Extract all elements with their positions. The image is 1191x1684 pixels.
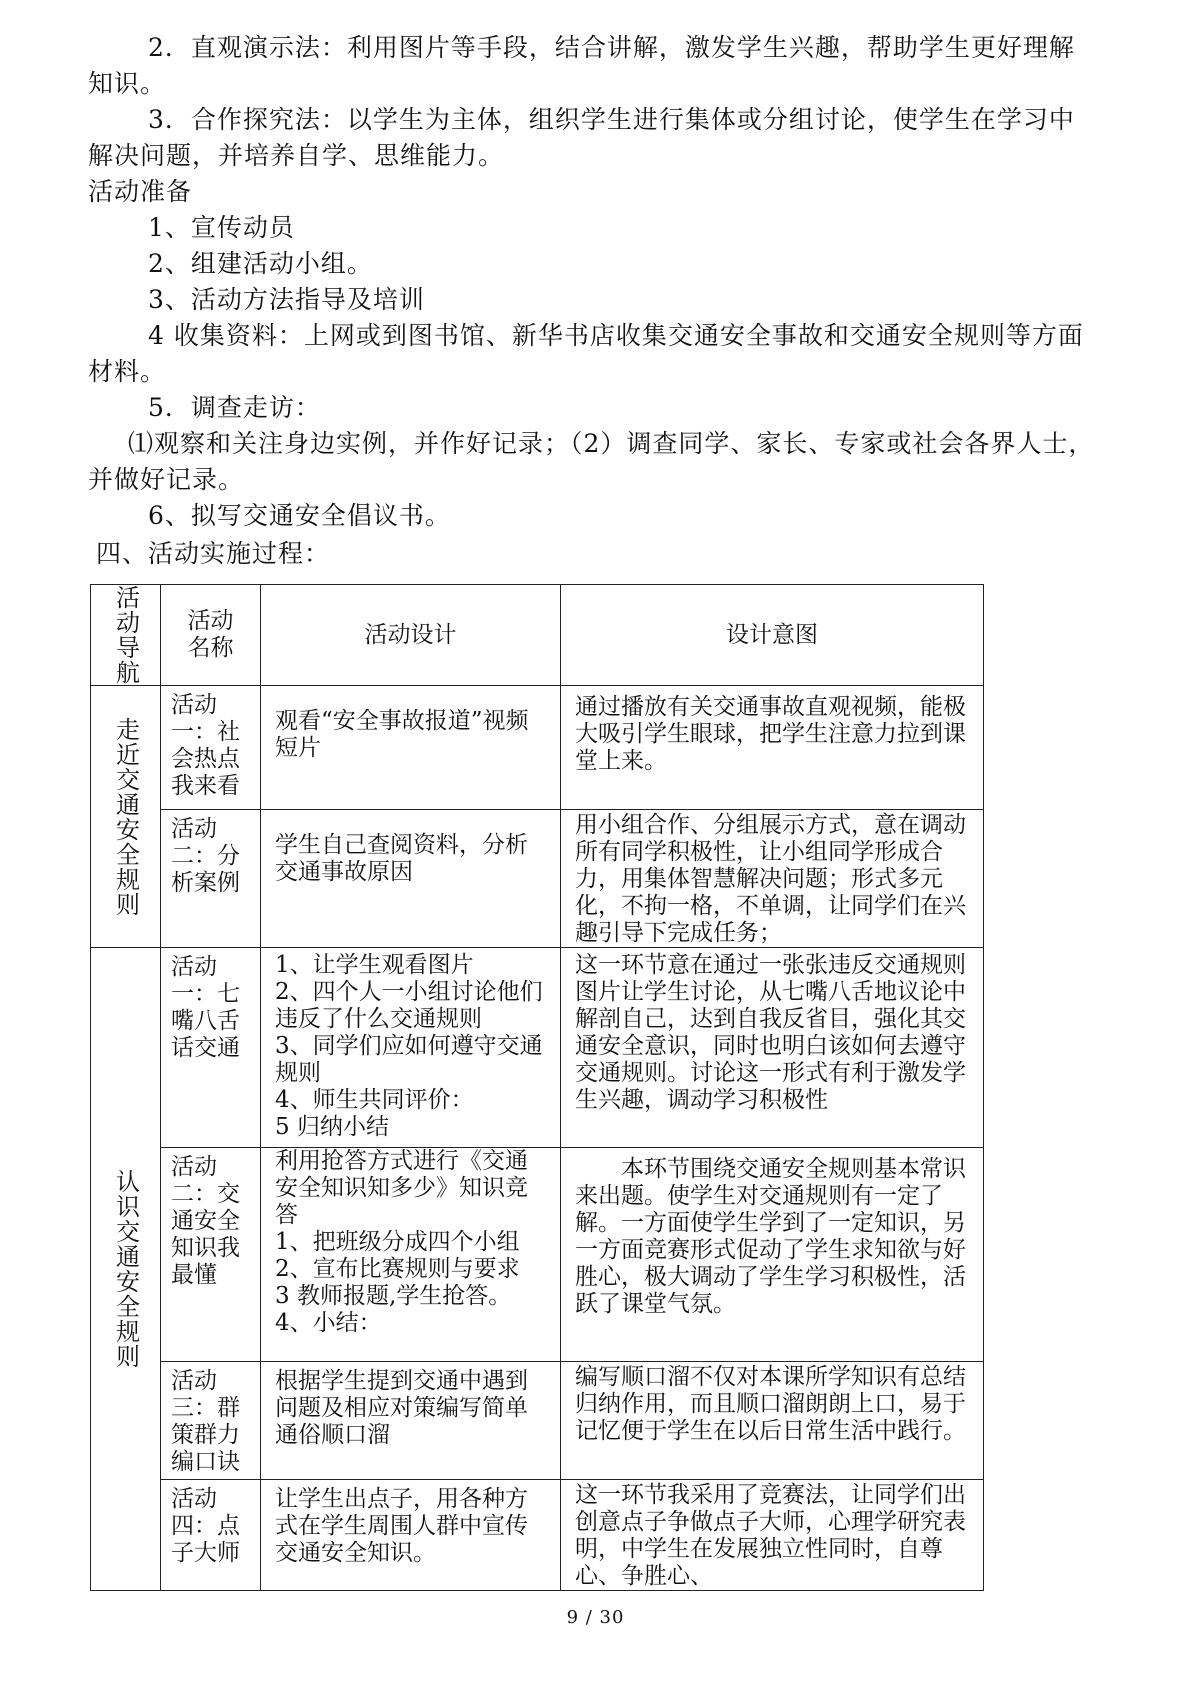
- table-row: [91, 1148, 984, 1362]
- activity-table: [90, 584, 984, 1591]
- prep-item: 6、拟写交通安全倡议书。: [148, 501, 451, 530]
- prep-item: 3、活动方法指导及培训: [148, 285, 425, 314]
- section-heading: 四、活动实施过程：: [96, 539, 331, 568]
- design-line: 4、小结：: [275, 1310, 382, 1336]
- nav-cell-group-2: 认识交通安全规则: [91, 948, 161, 1591]
- header-intent: 设计意图: [561, 585, 984, 686]
- design-line: 2、四个人一小组讨论他们违反了什么交通规则: [275, 979, 543, 1032]
- method-item-3: 3．合作探究法：以学生为主体，组织学生进行集体或分组讨论，使学生在学习中解决问题，并培养自学、思维能力。: [88, 105, 1075, 170]
- activity-name: 活动二：分析案例: [161, 810, 261, 948]
- activity-intent: 这一环节意在通过一张张违反交通规则图片让学生讨论，从七嘴八舌地议论中解剖自己，达到自我反省目，强化其交通安全意识，同时也明白该如何去遵守交通规则。讨论这一形式有利于激发学生兴趣，调动学习积极性: [561, 948, 984, 1148]
- design-line: 4、师生共同评价：: [275, 1087, 474, 1113]
- prep-item: 2、组建活动小组。: [148, 249, 373, 278]
- header-name: 活动名称: [161, 585, 261, 686]
- table-row: [91, 686, 984, 810]
- activity-design: 观看“安全事故报道”视频短片: [261, 686, 561, 810]
- design-line: 1、让学生观看图片: [275, 952, 474, 978]
- header-nav: 活动导航: [91, 585, 161, 686]
- table-row: [91, 810, 984, 948]
- activity-intent: 用小组合作、分组展示方式，意在调动所有同学积极性，让小组同学形成合力，用集体智慧解决问题；形式多元化，不拘一格，不单调，让同学们在兴趣引导下完成任务；: [561, 810, 984, 948]
- design-line: 利用抢答方式进行《交通安全知识知多少》知识竞答: [275, 1148, 528, 1228]
- activity-name: 活动一：社会热点我来看: [161, 686, 261, 810]
- design-line: 3、同学们应如何遵守交通规则: [275, 1033, 543, 1086]
- header-design: 活动设计: [261, 585, 561, 686]
- prep-item: ⑴观察和关注身边实例，并作好记录；（2）调查同学、家长、专家或社会各界人士，并做好记录。: [88, 429, 1095, 494]
- table-row: [91, 1362, 984, 1480]
- design-line: 5 归纳小结: [275, 1114, 389, 1140]
- activity-intent: 这一环节我采用了竞赛法，让同学们出创意点子争做点子大师，心理学研究表明，中学生在发展独立性同时，自尊心、争胜心、: [561, 1480, 984, 1591]
- activity-intent: 本环节围绕交通安全规则基本常识来出题。使学生对交通规则有一定了解。一方面使学生学到了一定知识，另一方面竞赛形式促动了学生求知欲与好胜心，极大调动了学生学习积极性，活跃了课堂气氛。: [561, 1148, 984, 1362]
- activity-name: 活动一：七嘴八舌话交通: [161, 948, 261, 1148]
- activity-design: 根据学生提到交通中遇到问题及相应对策编写简单通俗顺口溜: [261, 1362, 561, 1480]
- prep-item: 5．调查走访：: [148, 393, 321, 422]
- table-header-row: [91, 585, 984, 686]
- activity-name: 活动三：群策群力编口诀: [161, 1362, 261, 1480]
- prep-item: 4 收集资料：上网或到图书馆、新华书店收集交通安全事故和交通安全规则等方面材料。: [88, 321, 1084, 386]
- prep-heading: 活动准备: [88, 177, 193, 206]
- design-line: 1、把班级分成四个小组: [275, 1229, 520, 1255]
- table-row: [91, 1480, 984, 1591]
- table-row: [91, 948, 984, 1148]
- prep-item: 1、宣传动员: [148, 213, 295, 242]
- activity-design: 让学生出点子，用各种方式在学生周围人群中宣传交通安全知识。: [261, 1480, 561, 1591]
- activity-name: 活动二：交通安全知识我最懂: [161, 1148, 261, 1362]
- design-line: 3 教师报题,学生抢答。: [275, 1283, 512, 1309]
- page-number: 9 / 30: [566, 1607, 625, 1628]
- activity-intent: 编写顺口溜不仅对本课所学知识有总结归纳作用，而且顺口溜朗朗上口，易于记忆便于学生在以后日常生活中践行。: [561, 1362, 984, 1480]
- activity-design: [261, 948, 561, 1148]
- activity-intent: 通过播放有关交通事故直观视频，能极大吸引学生眼球，把学生注意力拉到课堂上来。: [561, 686, 984, 810]
- activity-design: [261, 1148, 561, 1362]
- design-line: 2、宣布比赛规则与要求: [275, 1256, 520, 1282]
- method-item-2: 2．直观演示法：利用图片等手段，结合讲解，激发学生兴趣，帮助学生更好理解知识。: [88, 33, 1075, 98]
- activity-design: 学生自己查阅资料，分析交通事故原因: [261, 810, 561, 948]
- nav-cell-group-1: 走近交通安全规则: [91, 686, 161, 948]
- activity-name: 活动四：点子大师: [161, 1480, 261, 1591]
